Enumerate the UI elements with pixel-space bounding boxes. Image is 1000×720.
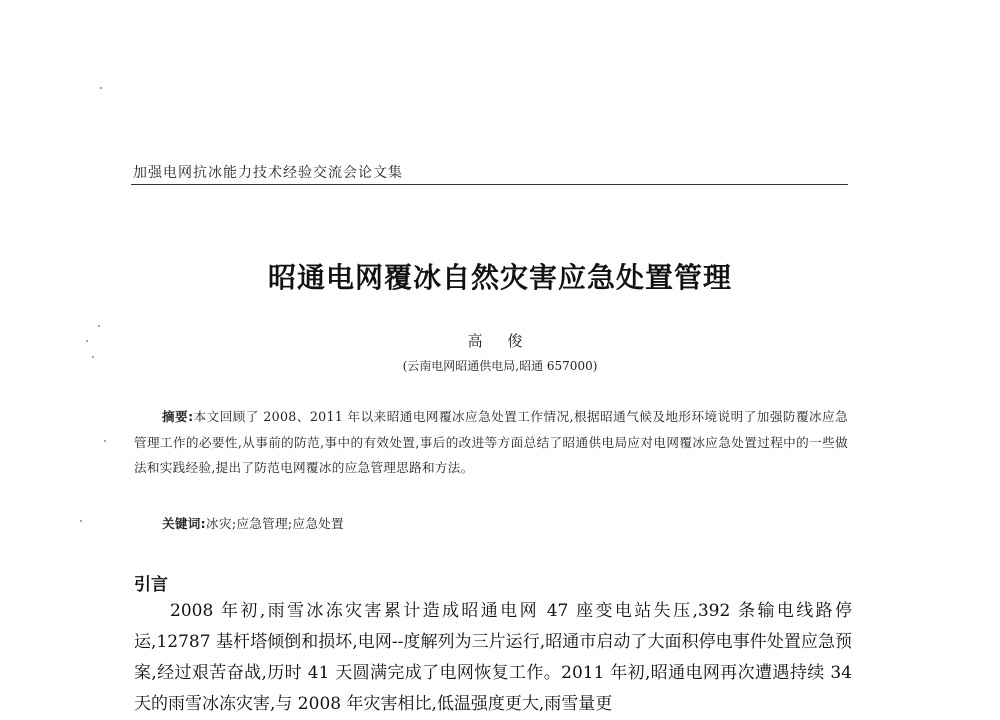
running-head: 加强电网抗冰能力技术经验交流会论文集 [133,165,403,181]
section-heading-introduction: 引言 [134,575,168,595]
scan-speck [104,440,106,442]
paper-title: 昭通电网覆冰自然灾害应急处置管理 [267,261,732,294]
scan-speck [100,87,102,89]
author-affiliation: (云南电网昭通供电局,昭通 657000) [402,359,598,373]
body-paragraph: 2008 年初,雨雪冰冻灾害累计造成昭通电网 47 座变电站失压,392 条输电线路停运,12787 基杆塔倾倒和损坏,电网--度解列为三片运行,昭通市启动了大面积停电事件处置应急预案,经过艰苦奋战,历时 41 天圆满完成了电网恢复工作。2011 年初,昭通电网再次遭遇持续 34 天的雨雪冰冻灾害,与 2008 年灾害相比,低温强度更大,雨雪量更 [134,601,852,714]
author-name: 高 俊 [467,332,533,350]
keywords-label: 关键词: [162,516,207,531]
abstract [134,404,848,481]
abstract-text: 本文回顾了 2008、2011 年以来昭通电网覆冰应急处置工作情况,根据昭通气候及地形环境说明了加强防覆冰应急管理工作的必要性,从事前的防范,事中的有效处置,事后的改进等方面总结了昭通供电局应对电网覆冰应急处置过程中的一些做法和实践经验,提出了防范电网覆冰的应急管理思路和方法。 [134,409,849,475]
header-rule [131,184,848,185]
scan-speck [80,520,82,522]
keywords [162,513,344,532]
abstract-label: 摘要: [162,409,194,424]
keywords-text: 冰灾;应急管理;应急处置 [206,516,345,531]
scan-speck [98,325,100,327]
